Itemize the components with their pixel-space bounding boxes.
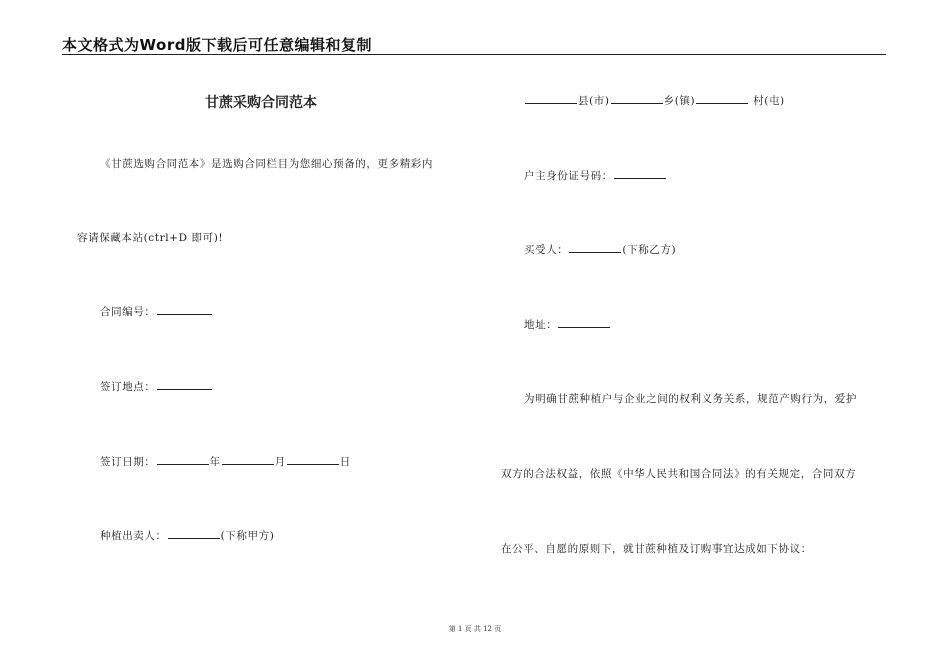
sign-date-row (100, 454, 351, 469)
village-suffix: 村(屯) (749, 95, 785, 107)
id-blank (614, 168, 666, 179)
buyer-suffix: (下称乙方) (622, 244, 677, 256)
sign-place-row (100, 379, 213, 394)
buyer-row (524, 242, 676, 257)
sign-place-label: 签订地点： (100, 381, 156, 393)
address-row (524, 317, 611, 332)
page-number: 第 1 页 共 12 页 (448, 625, 502, 633)
contract-number-blank (157, 304, 212, 315)
village-blank (696, 93, 748, 104)
paragraph-line-1: 为明确甘蔗种植户与企业之间的权利义务关系，规范产购行为，爱护 (524, 393, 857, 405)
sign-date-month-blank (222, 454, 274, 465)
town-suffix: 乡(镇) (663, 95, 696, 107)
seller-blank (168, 528, 220, 539)
paragraph-line-3: 在公平、自愿的原则下，就甘蔗种植及订购事宜达成如下协议： (501, 543, 812, 555)
sign-date-year-unit: 年 (209, 456, 221, 468)
paragraph-line-2: 双方的合法权益，依照《中华人民共和国合同法》的有关规定，合同双方 (501, 468, 857, 480)
document-title: 甘蔗采购合同范本 (205, 95, 317, 111)
address-blank (558, 317, 610, 328)
sign-date-month-unit: 月 (274, 456, 286, 468)
contract-number-row (100, 304, 213, 319)
buyer-label: 买受人： (524, 244, 569, 256)
contract-number-label: 合同编号： (100, 306, 156, 318)
location-row (524, 93, 785, 108)
address-label: 地址： (524, 319, 558, 331)
id-label: 户主身份证号码： (524, 170, 613, 182)
header-banner: 本文格式为Word版下载后可任意编辑和复制 (62, 36, 372, 54)
seller-label: 种植出卖人： (100, 530, 167, 542)
seller-suffix: (下称甲方) (220, 530, 275, 542)
sign-date-year-blank (157, 454, 209, 465)
id-row (524, 168, 667, 183)
county-suffix: 县(市) (578, 95, 610, 107)
intro-line-2: 容请保藏本站(ctrl+D 即可)! (77, 232, 224, 244)
county-blank (525, 93, 577, 104)
intro-line-1: 《甘蔗选购合同范本》是选购合同栏目为您细心预备的，更多精彩内 (100, 158, 433, 170)
sign-place-blank (157, 379, 212, 390)
sign-date-day-unit: 日 (339, 456, 351, 468)
buyer-blank (569, 242, 621, 253)
header-divider (62, 54, 886, 55)
seller-row (100, 528, 274, 543)
sign-date-day-blank (287, 454, 339, 465)
town-blank (611, 93, 663, 104)
sign-date-label: 签订日期： (100, 456, 156, 468)
